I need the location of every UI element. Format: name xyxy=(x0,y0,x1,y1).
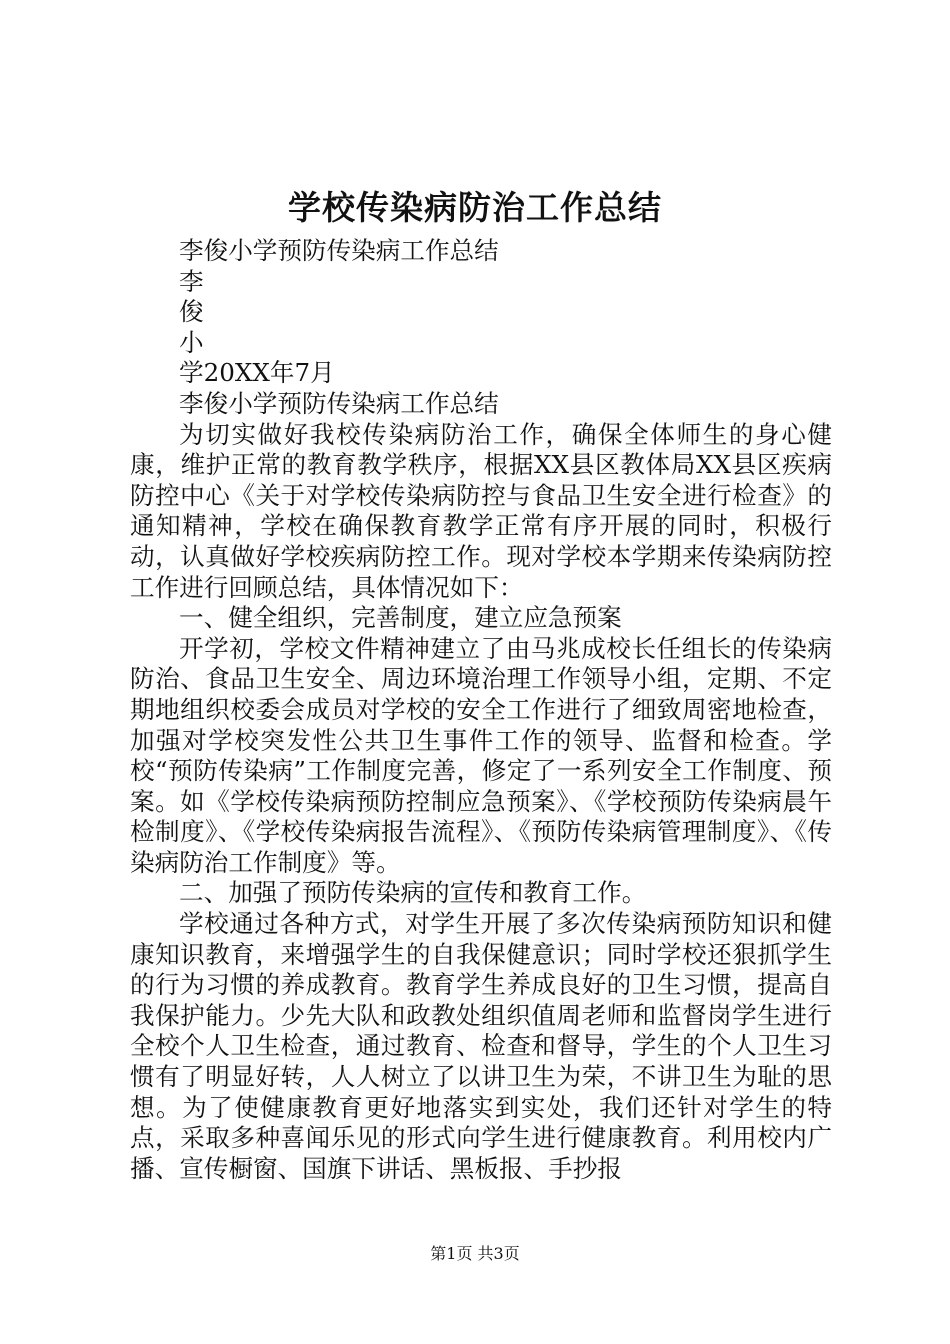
document-title: 学校传染病防治工作总结 xyxy=(288,188,662,227)
document-body xyxy=(130,236,832,1184)
body-paragraph: 学校通过各种方式，对学生开展了多次传染病预防知识和健康知识教育，来增强学生的自我保健意识；同时学校还狠抓学生的行为习惯的养成教育。教育学生养成良好的卫生习惯，提高自我保护能力。少先大队和政教处组织值周老师和监督岗学生进行全校个人卫生检查，通过教育、检查和督导，学生的个人卫生习惯有了明显好转，人人树立了以讲卫生为荣，不讲卫生为耻的思想。为了使健康教育更好地落实到实处，我们还针对学生的特点，采取多种喜闻乐见的形式向学生进行健康教育。利用校内广播、宣传橱窗、国旗下讲话、黑板报、手抄报 xyxy=(130,909,832,1183)
body-paragraph: 俊 xyxy=(179,297,204,327)
body-paragraph: 李 xyxy=(179,266,204,296)
section-heading: 二、加强了预防传染病的宣传和教育工作。 xyxy=(179,878,647,908)
page-number-footer: 第1页 共3页 xyxy=(430,1244,520,1263)
body-paragraph: 李俊小学预防传染病工作总结 xyxy=(179,388,499,418)
body-paragraph: 李俊小学预防传染病工作总结 xyxy=(179,236,499,265)
body-paragraph: 学20XX年7月 xyxy=(179,358,335,388)
section-heading: 一、健全组织，完善制度，建立应急预案 xyxy=(179,603,622,633)
body-paragraph: 为切实做好我校传染病防治工作，确保全体师生的身心健康，维护正常的教育教学秩序，根据XX县区教体局XX县区疾病防控中心《关于对学校传染病防控与食品卫生安全进行检查》的通知精神，学校在确保教育教学正常有序开展的同时，积极行动，认真做好学校疾病防控工作。现对学校本学期来传染病防控工作进行回顾总结，具体情况如下： xyxy=(130,419,832,602)
body-paragraph: 开学初，学校文件精神建立了由马兆成校长任组长的传染病防治、食品卫生安全、周边环境治理工作领导小组，定期、不定期地组织校委会成员对学校的安全工作进行了细致周密地检查，加强对学校突发性公共卫生事件工作的领导、监督和检查。学校“预防传染病”工作制度完善，修定了一系列安全工作制度、预案。如《学校传染病预防控制应急预案》、《学校预防传染病晨午检制度》、《学校传染病报告流程》、《预防传染病管理制度》、《传染病防治工作制度》等。 xyxy=(130,633,832,877)
body-paragraph: 小 xyxy=(179,327,204,357)
